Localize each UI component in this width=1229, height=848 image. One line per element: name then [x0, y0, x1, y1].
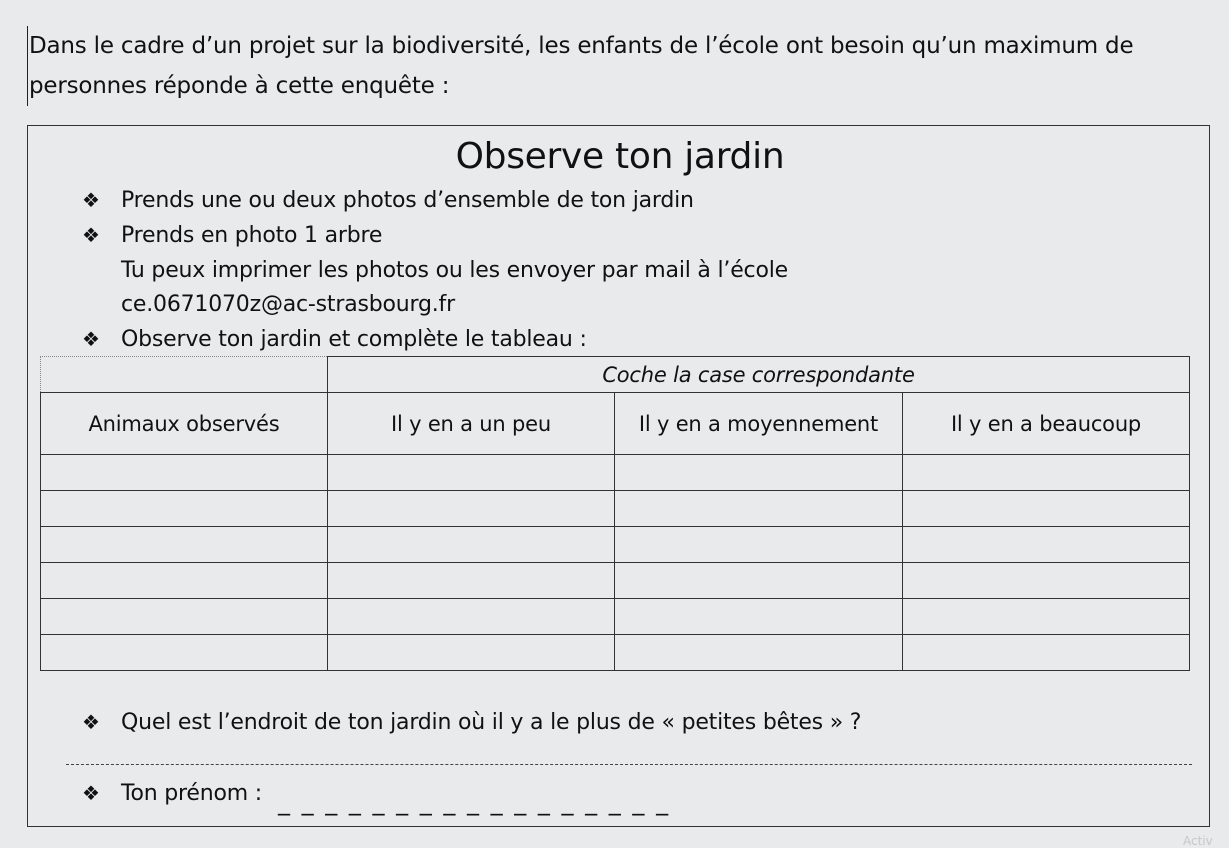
table-caption: Coche la case correspondante: [328, 357, 1190, 393]
table-cell[interactable]: [615, 599, 903, 635]
table-cell[interactable]: [328, 455, 615, 491]
header-beaucoup: Il y en a beaucoup: [903, 393, 1190, 455]
bullet-icon: ❖: [82, 710, 100, 734]
item-imprimer: Tu peux imprimer les photos ou les envoyer par mail à l’école: [121, 258, 788, 283]
table-cell[interactable]: [615, 491, 903, 527]
table-corner-cell: [41, 357, 328, 393]
table-cell[interactable]: [615, 563, 903, 599]
table-cell[interactable]: [328, 491, 615, 527]
table-cell[interactable]: [615, 455, 903, 491]
table-row: [41, 563, 1190, 599]
table-cell[interactable]: [903, 491, 1190, 527]
table-cell[interactable]: [328, 599, 615, 635]
bullet-icon: ❖: [82, 223, 100, 247]
intro-text: Dans le cadre d’un projet sur la biodiversité, les enfants de l’école ont besoin qu’un maximum de personnes réponde à cette enquête :: [27, 26, 1219, 106]
question-petites-betes: Quel est l’endroit de ton jardin où il y a le plus de « petites bêtes » ?: [121, 710, 862, 735]
table-row: [41, 635, 1190, 671]
table-row: [41, 455, 1190, 491]
table-cell[interactable]: [328, 527, 615, 563]
header-un-peu: Il y en a un peu: [328, 393, 615, 455]
table-cell[interactable]: [615, 635, 903, 671]
bullet-icon: ❖: [82, 327, 100, 351]
prenom-label: Ton prénom :: [121, 781, 262, 806]
table-cell[interactable]: [41, 455, 328, 491]
prenom-blank[interactable]: _ _ _ _ _ _ _ _ _ _ _ _ _ _ _ _ _: [278, 788, 671, 816]
table-cell[interactable]: [903, 527, 1190, 563]
table-cell[interactable]: [328, 563, 615, 599]
bullet-icon: ❖: [82, 188, 100, 212]
table-cell[interactable]: [615, 527, 903, 563]
table-cell[interactable]: [903, 599, 1190, 635]
activation-watermark: Activ: [1183, 834, 1213, 848]
table-cell[interactable]: [903, 563, 1190, 599]
table-cell[interactable]: [41, 599, 328, 635]
header-moyennement: Il y en a moyennement: [615, 393, 903, 455]
table-row: [41, 527, 1190, 563]
item-photos-ensemble: Prends une ou deux photos d’ensemble de ton jardin: [121, 188, 694, 213]
header-animaux: Animaux observés: [41, 393, 328, 455]
item-photo-arbre: Prends en photo 1 arbre: [121, 223, 383, 248]
table-cell[interactable]: [903, 455, 1190, 491]
table-cell[interactable]: [903, 635, 1190, 671]
bullet-icon: ❖: [82, 781, 100, 805]
table-cell[interactable]: [41, 491, 328, 527]
table-cell[interactable]: [41, 635, 328, 671]
table-row: [41, 491, 1190, 527]
table-row: [41, 599, 1190, 635]
table-cell[interactable]: [41, 563, 328, 599]
item-observe-tableau: Observe ton jardin et complète le tableau :: [121, 327, 587, 352]
answer-dashed-line[interactable]: [66, 764, 1192, 765]
survey-title: Observe ton jardin: [455, 136, 785, 177]
observation-table: [40, 356, 1190, 671]
table-cell[interactable]: [328, 635, 615, 671]
table-cell[interactable]: [41, 527, 328, 563]
school-email: ce.0671070z@ac-strasbourg.fr: [121, 292, 455, 317]
